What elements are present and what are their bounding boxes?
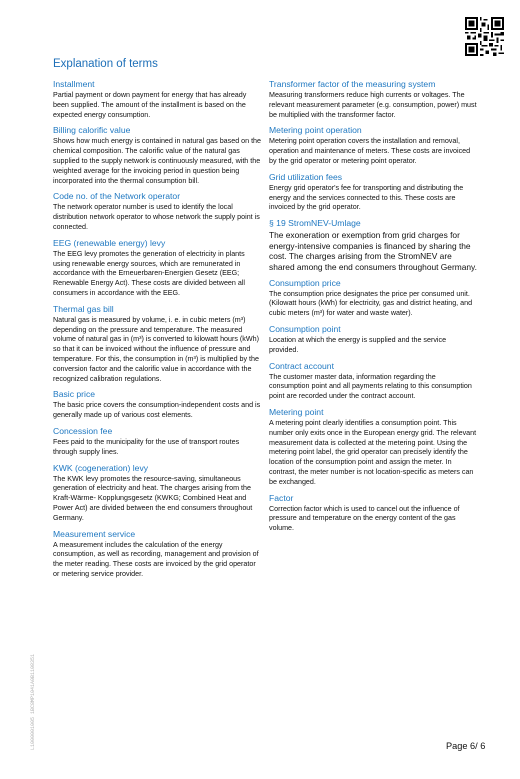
document-side-code: L1000001005 1BC8MP1041A0B1108351 (30, 653, 36, 750)
terms-column-right (269, 79, 477, 539)
term-contract-account (269, 361, 477, 402)
term-text: Energy grid operator's fee for transporting and distributing the energy and the services connected to this. These costs are invoiced by the grid operator. (269, 183, 464, 212)
term-text: The basic price covers the consumption-independent costs and is generally made up of various cost elements. (53, 401, 261, 420)
term-text: A measurement includes the calculation of the energy consumption, as well as recording, management and provision of the meter reading. These costs are invoiced by the grid operator or metering service provider. (53, 540, 259, 578)
term-text: Correction factor which is used to cancel out the influence of pressure and temperature on the energy content of the gas volume. (269, 504, 460, 533)
term-text: The exoneration or exemption from grid charges for energy-intensive companies is financed by sharing the cost. The charges arising from the StromNEV are shared among the end consumers throughout Germany. (269, 230, 477, 272)
term-consumption-point (269, 324, 477, 356)
term-metering-point-operation (269, 125, 477, 166)
term-installment (53, 79, 261, 120)
term-grid-utilization-fees (269, 172, 477, 213)
term-title: Contract account (269, 360, 334, 371)
term-title: Measurement service (53, 528, 136, 539)
page-title: Explanation of terms (53, 58, 158, 70)
term-text: Fees paid to the municipality for the use of transport routes through supply lines. (53, 437, 240, 456)
term-billing-calorific-value (53, 125, 261, 186)
term-title: Billing calorific value (53, 125, 131, 136)
term-title: Factor (269, 492, 294, 503)
term-concession-fee (53, 426, 261, 458)
term-text: The KWK levy promotes the resource-saving, simultaneous generation of electricity and heat. The charges arising from the Kraft-Wärme- Kopplungsgesetz (KWKG; Combined Heat and Power Act) are divided between the end consumers throughout Germany. (53, 474, 253, 522)
term-title: Consumption point (269, 323, 341, 334)
term-basic-price (53, 389, 261, 421)
term-text: Shows how much energy is contained in natural gas based on the chemical composition. The calorific value of the natural gas supplied to the supply network is continuously measured, with the weighted average for the invoicing period in question being incorporated into the thermal consumption bill. (53, 137, 262, 185)
term-kwk-levy (53, 463, 261, 524)
page-number-value: 6/ 6 (470, 741, 486, 751)
term-network-operator-code (53, 191, 261, 232)
term-text: The network operator number is used to identify the local distribution network operator to whose network the supply point is connected. (53, 203, 260, 231)
term-title: Concession fee (53, 425, 113, 436)
term-title: § 19 StromNEV-Umlage (269, 218, 361, 229)
term-transformer-factor (269, 79, 477, 120)
term-consumption-price (269, 278, 477, 319)
term-measurement-service (53, 529, 261, 580)
qr-code-image (465, 17, 504, 56)
term-title: Installment (53, 79, 95, 89)
terms-column-left (53, 79, 261, 585)
term-title: Consumption price (269, 277, 341, 288)
term-title: Code no. of the Network operator (53, 191, 181, 202)
term-title: Metering point operation (269, 125, 362, 136)
page-number (446, 741, 485, 751)
term-title: EEG (renewable energy) levy (53, 237, 166, 248)
term-title: Metering point (269, 406, 324, 417)
page-label: Page (446, 741, 468, 751)
term-metering-point (269, 407, 477, 488)
term-text: Location at which the energy is supplied and the service provided. (269, 335, 447, 354)
term-title: Thermal gas bill (53, 303, 114, 314)
term-text: Measuring transformers reduce high currents or voltages. The relevant measurement parameter (e.g. consumption, power) must be multiplied with the transformer factor. (269, 91, 477, 119)
term-title: Transformer factor of the measuring system (269, 79, 436, 89)
term-thermal-gas-bill (53, 304, 261, 385)
term-text: Metering point operation covers the installation and removal, operation and maintenance of meters. These costs are invoiced by the grid operator or metering point operator. (269, 137, 471, 165)
term-text: The customer master data, information regarding the consumption point and all payments relating to this consumption point are recorded under the contract account. (269, 372, 472, 401)
term-text: The EEG levy promotes the generation of electricity in plants using renewable energy sources, which are remunerated in accordance with the Erneuerbaren-Energien Gesetz (EEG; Renewable Energy Act). These costs are divided between all consumers in accordance with the EEG. (53, 249, 245, 297)
term-eeg-levy (53, 238, 261, 299)
term-text: Partial payment or down payment for energy that has already been supplied. The amount of the installment is based on the expected energy consumption. (53, 91, 247, 119)
term-title: KWK (cogeneration) levy (53, 462, 149, 473)
term-text: Natural gas is measured by volume, i. e. in cubic meters (m³) depending on the pressure and temperature. The measured volume of natural gas in (m³) is converted to kilowatt hours (kWh) so that it can be invoiced without the influence of pressure and temperature. For this, the consumption in (m³) is multiplied by the conversion factor and the calorific value in accordance with the recognized calibration regulations. (53, 315, 259, 383)
term-stromnev-umlage (269, 218, 477, 272)
term-text: The consumption price designates the price per consumed unit. (Kilowatt hours (kWh) for electricity, gas and district heating, and cubic meters (m³) for water and waste water). (269, 289, 473, 318)
term-factor (269, 493, 477, 534)
term-title: Grid utilization fees (269, 171, 343, 182)
term-text: A metering point clearly identifies a consumption point. This number only exits once in the European energy grid. The relevant measurement data is collected at the metering point. Using the metering point label, the grid operator can precisely identify the location of the consumption point and assign the meter. In contrast, the meter number is not location-specific as meters can be exchanged. (269, 418, 477, 486)
term-title: Basic price (53, 389, 96, 400)
